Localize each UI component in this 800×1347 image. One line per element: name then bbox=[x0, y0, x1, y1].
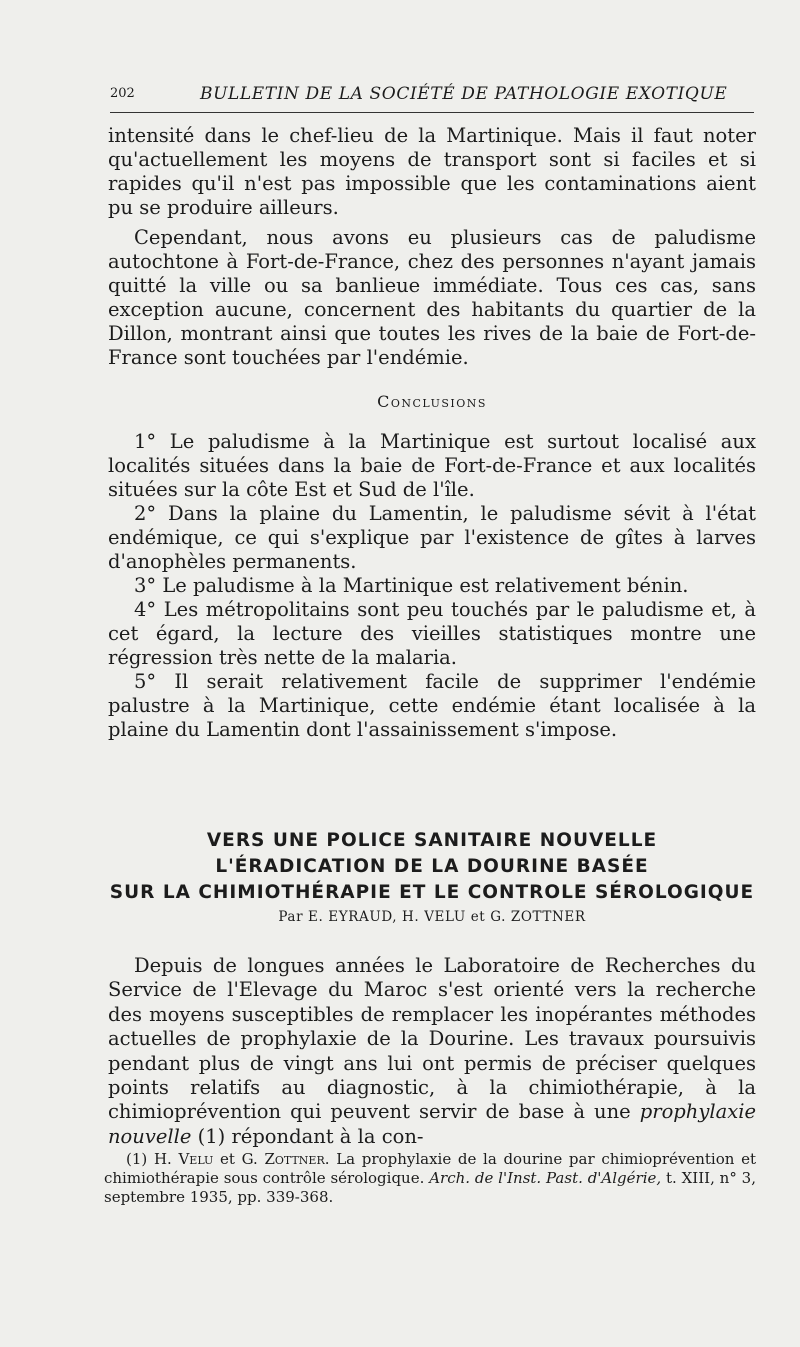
paragraph: intensité dans le chef-lieu de la Martinique. Mais il faut noter qu'actuellement les moyens de transport sont si faciles et si rapides qu'il n'est pas impossible que les contaminations aient pu se produire ailleurs. bbox=[108, 124, 756, 219]
body-text-end: (1) répondant à la con- bbox=[197, 1124, 424, 1148]
paragraph bbox=[108, 954, 756, 1149]
footnote-author: H. Velu bbox=[153, 1150, 214, 1168]
conclusions-heading: Conclusions bbox=[377, 392, 487, 411]
footnote-connector: et bbox=[220, 1150, 235, 1168]
body-italic-text: prophylaxie nouvelle bbox=[108, 1100, 757, 1148]
conclusion-item: 4° Les métropolitains sont peu touchés par le paludisme et, à cet égard, la lecture des vieilles statistiques montre une régression très nette de la malaria. bbox=[108, 598, 756, 669]
intro-paragraph-1 bbox=[108, 124, 756, 220]
footnote-author: G. Zottner. bbox=[241, 1150, 330, 1168]
footnote-text bbox=[104, 1150, 756, 1207]
article-title-line: VERS UNE POLICE SANITAIRE NOUVELLE bbox=[206, 830, 658, 851]
footnote bbox=[104, 1150, 756, 1207]
conclusion-item: 2° Dans la plaine du Lamentin, le paludisme sévit à l'état endémique, ce qui s'explique par l'existence de gîtes à larves d'anophèles permanents. bbox=[108, 502, 756, 573]
article-title-line: L'ÉRADICATION DE LA DOURINE BASÉE bbox=[215, 856, 649, 877]
intro-paragraph-2 bbox=[108, 226, 756, 370]
article-body bbox=[108, 954, 756, 1149]
footnote-details: t. XIII, n° 3, septembre 1935, pp. 339-368. bbox=[104, 1169, 756, 1206]
footnote-title: La prophylaxie de la dourine par chimioprévention et chimiothérapie sous contrôle sérologique. bbox=[104, 1150, 756, 1187]
article-authors: Par E. EYRAUD, H. VELU et G. ZOTTNER bbox=[278, 909, 586, 925]
conclusion-item: 1° Le paludisme à la Martinique est surtout localisé aux localités situées dans la baie de Fort-de-France et aux localités situées sur la côte Est et Sud de l'île. bbox=[108, 430, 756, 501]
conclusion-item: 3° Le paludisme à la Martinique est relativement bénin. bbox=[134, 574, 689, 597]
header-rule bbox=[110, 112, 754, 113]
paragraph: Cependant, nous avons eu plusieurs cas de paludisme autochtone à Fort-de-France, chez des personnes n'ayant jamais quitté la ville ou sa banlieue immédiate. Tous ces cas, sans exception aucune, concernent des habitants du quartier de la Dillon, montrant ainsi que toutes les rives de la baie de Fort-de-France sont touchées par l'endémie. bbox=[108, 226, 756, 369]
page-number: 202 bbox=[110, 86, 135, 101]
footnote-journal: Arch. de l'Inst. Past. d'Algérie, bbox=[429, 1169, 662, 1187]
conclusions-list bbox=[108, 430, 756, 742]
journal-title: BULLETIN DE LA SOCIÉTÉ DE PATHOLOGIE EXOTIQUE bbox=[200, 84, 728, 104]
body-text: Depuis de longues années le Laboratoire de Recherches du Service de l'Elevage du Maroc s'est orienté vers la recherche des moyens susceptibles de remplacer les inopérantes méthodes actuelles de prophylaxie de la Dourine. Les travaux poursuivis pendant plus de vingt ans lui ont permis de préciser quelques points relatifs au diagnostic, à la chimiothérapie, à la chimioprévention qui peuvent servir de base à une bbox=[108, 954, 756, 1124]
conclusion-item: 5° Il serait relativement facile de supprimer l'endémie palustre à la Martinique, cette endémie étant localisée à la plaine du Lamentin dont l'assainissement s'impose. bbox=[108, 670, 756, 741]
footnote-marker: (1) bbox=[126, 1150, 148, 1168]
article-title-line: SUR LA CHIMIOTHÉRAPIE ET LE CONTROLE SÉROLOGIQUE bbox=[109, 882, 755, 903]
article-title bbox=[100, 828, 764, 906]
running-head bbox=[110, 84, 754, 108]
